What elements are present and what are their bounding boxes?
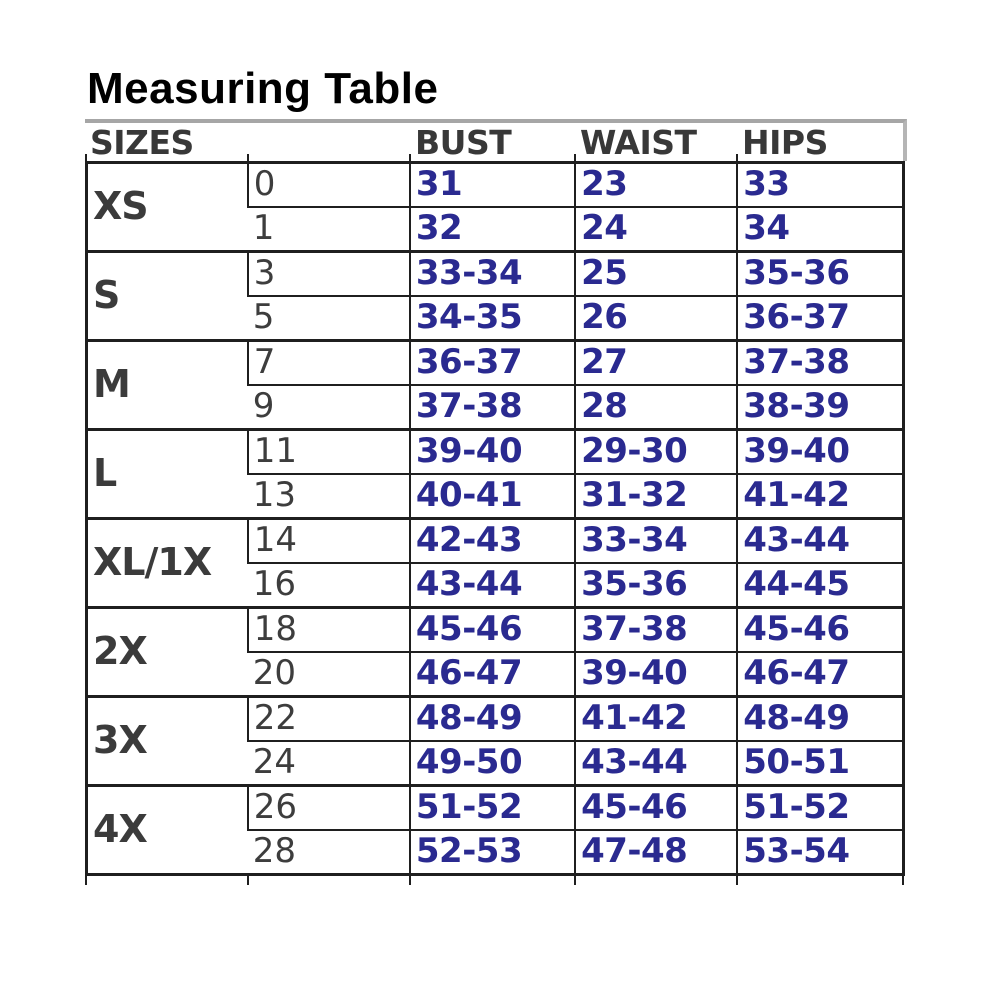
hips-cell: 33 [737,163,903,208]
bust-cell: 33-34 [410,252,575,297]
size-label: 4X [87,786,248,875]
item-size-cell: 28 [248,830,410,875]
hips-cell: 43-44 [737,519,903,564]
hips-cell: 34 [737,207,903,252]
size-label: 2X [87,608,248,697]
item-size-cell: 1 [248,207,410,252]
hips-cell: 48-49 [737,697,903,742]
hips-cell: 45-46 [737,608,903,653]
item-size-cell: 14 [248,519,410,564]
table-row [87,519,904,564]
column-stub [409,876,411,885]
table-row [87,252,904,297]
hips-cell: 46-47 [737,652,903,697]
item-size-cell: 13 [248,474,410,519]
waist-cell: 43-44 [575,741,737,786]
bust-cell: 42-43 [410,519,575,564]
waist-cell: 37-38 [575,608,737,653]
column-stub-top [409,154,411,161]
item-size-cell: 5 [248,296,410,341]
size-label: 3X [87,697,248,786]
waist-cell: 28 [575,385,737,430]
column-stub [247,876,249,885]
table-header-strip [85,119,907,161]
table-row [87,608,904,653]
hips-cell: 35-36 [737,252,903,297]
table-row [87,786,904,831]
waist-cell: 35-36 [575,563,737,608]
waist-cell: 25 [575,252,737,297]
measuring-table [85,161,905,876]
hips-cell: 53-54 [737,830,903,875]
column-stub [85,876,87,885]
waist-cell: 27 [575,341,737,386]
hips-cell: 41-42 [737,474,903,519]
table-row [87,163,904,208]
waist-cell: 29-30 [575,430,737,475]
bust-cell: 34-35 [410,296,575,341]
bust-cell: 43-44 [410,563,575,608]
bust-cell: 31 [410,163,575,208]
item-size-cell: 18 [248,608,410,653]
bust-cell: 36-37 [410,341,575,386]
bust-cell: 46-47 [410,652,575,697]
header-sizes: SIZES [90,122,194,162]
item-size-cell: 9 [248,385,410,430]
header-hips: HIPS [742,122,828,162]
waist-cell: 23 [575,163,737,208]
waist-cell: 45-46 [575,786,737,831]
item-size-cell: 7 [248,341,410,386]
waist-cell: 24 [575,207,737,252]
page-title: Measuring Table [87,64,439,113]
column-stub-top [736,154,738,161]
table-row [87,430,904,475]
table-row [87,697,904,742]
bust-cell: 48-49 [410,697,575,742]
bust-cell: 37-38 [410,385,575,430]
table-header-row [85,123,903,161]
hips-cell: 38-39 [737,385,903,430]
column-stubs-bottom [85,876,907,885]
size-label: M [87,341,248,430]
waist-cell: 26 [575,296,737,341]
bust-cell: 51-52 [410,786,575,831]
waist-cell: 47-48 [575,830,737,875]
header-waist: WAIST [580,122,697,162]
size-label: L [87,430,248,519]
item-size-cell: 11 [248,430,410,475]
item-size-cell: 20 [248,652,410,697]
column-stub [736,876,738,885]
table-row [87,341,904,386]
bust-cell: 32 [410,207,575,252]
waist-cell: 39-40 [575,652,737,697]
item-size-cell: 22 [248,697,410,742]
size-label: XS [87,163,248,252]
item-size-cell: 3 [248,252,410,297]
item-size-cell: 24 [248,741,410,786]
column-stub [574,876,576,885]
bust-cell: 49-50 [410,741,575,786]
column-stub-top [574,154,576,161]
waist-cell: 33-34 [575,519,737,564]
hips-cell: 51-52 [737,786,903,831]
hips-cell: 37-38 [737,341,903,386]
waist-cell: 31-32 [575,474,737,519]
bust-cell: 52-53 [410,830,575,875]
item-size-cell: 26 [248,786,410,831]
item-size-cell: 16 [248,563,410,608]
item-size-cell: 0 [248,163,410,208]
size-label: XL/1X [87,519,248,608]
hips-cell: 36-37 [737,296,903,341]
waist-cell: 41-42 [575,697,737,742]
column-stub-top [85,154,87,161]
hips-cell: 39-40 [737,430,903,475]
measuring-table-page [85,64,907,885]
column-stub-top [247,154,249,161]
bust-cell: 39-40 [410,430,575,475]
header-bust: BUST [415,122,512,162]
size-label: S [87,252,248,341]
column-stub [902,876,904,885]
bust-cell: 45-46 [410,608,575,653]
bust-cell: 40-41 [410,474,575,519]
hips-cell: 50-51 [737,741,903,786]
hips-cell: 44-45 [737,563,903,608]
